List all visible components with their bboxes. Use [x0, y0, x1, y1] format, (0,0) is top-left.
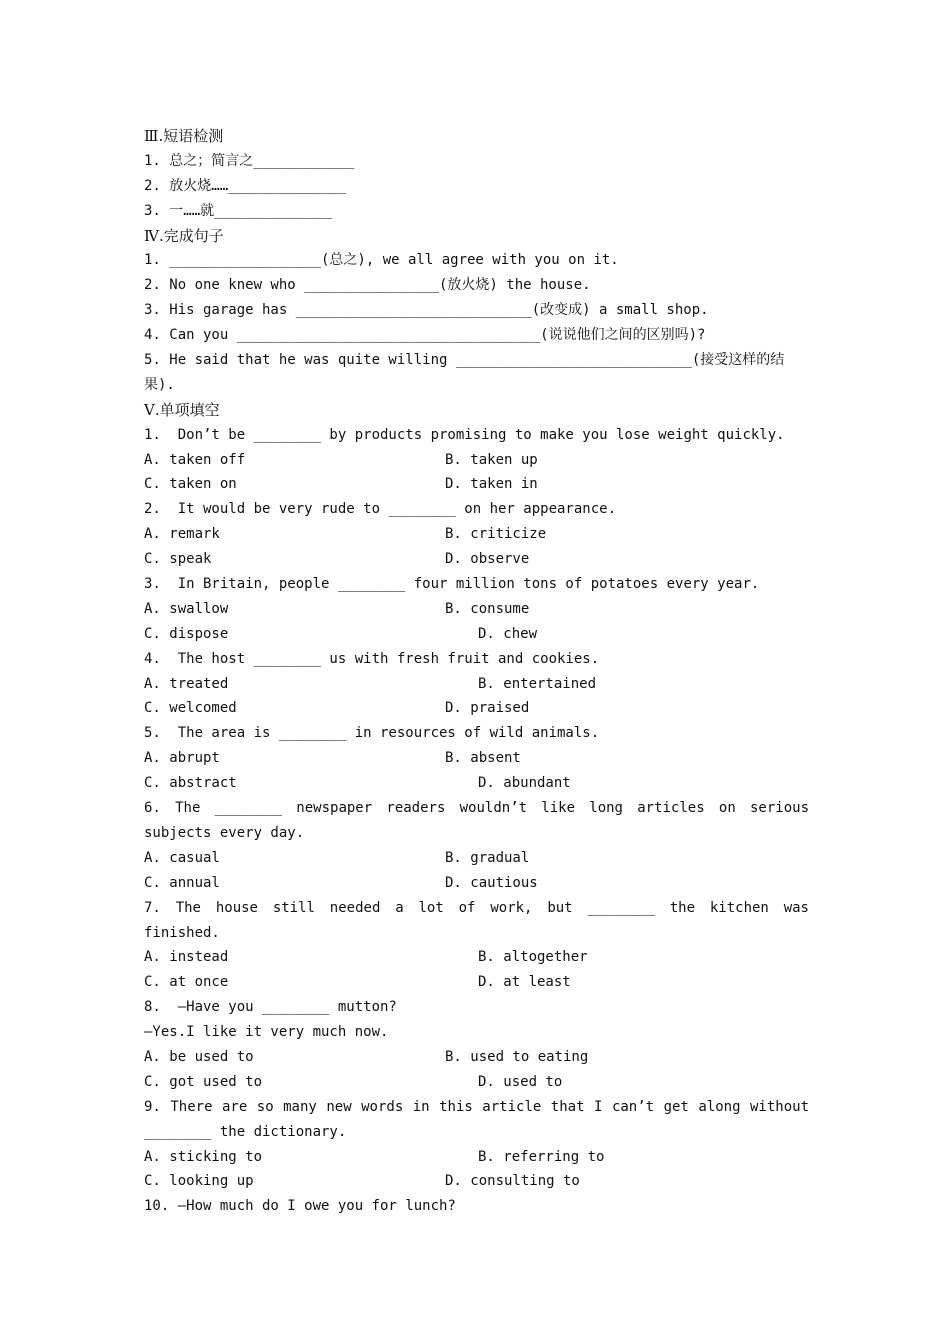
option-a: A. sticking to [144, 1148, 263, 1165]
question-2-stem: 2. It would be very rude to ________ on her appearance. [144, 501, 617, 518]
section4-title: Ⅳ.完成句子 [144, 226, 224, 245]
option-d: D. at least [478, 974, 571, 991]
question-1-stem: 1. Don’t be ________ by products promising to make you lose weight quickly. [144, 426, 785, 443]
question-1-options-ab [144, 448, 809, 473]
option-a: A. casual [144, 849, 220, 866]
question-8-stem-cont: —Yes.I like it very much now. [144, 1024, 389, 1041]
option-a: A. be used to [144, 1048, 254, 1065]
option-c: C. speak [144, 551, 212, 568]
option-d: D. chew [478, 625, 538, 642]
option-d: D. praised [445, 700, 530, 717]
option-c: C. annual [144, 874, 220, 891]
option-b: B. gradual [445, 849, 530, 866]
question-3-options-cd [144, 622, 809, 647]
question-4-options-ab [144, 672, 809, 697]
option-c: C. taken on [144, 476, 237, 493]
question-4-options-cd [144, 696, 809, 721]
question-6-options-ab [144, 846, 809, 871]
question-1-options-cd [144, 472, 809, 497]
question-7-options-cd [144, 970, 809, 995]
option-a: A. taken off [144, 451, 246, 468]
option-b: B. consume [445, 600, 530, 617]
option-b: B. altogether [478, 949, 588, 966]
question-2-options-ab [144, 522, 809, 547]
sentence-item-4: 4. Can you ____________________________________(说说他们之间的区别吗)? [144, 327, 706, 344]
option-a: A. remark [144, 526, 220, 543]
phrase-item-3: 3. 一……就______________ [144, 202, 333, 219]
section3-title: Ⅲ.短语检测 [144, 127, 224, 145]
option-a: A. swallow [144, 600, 229, 617]
option-c: C. looking up [144, 1173, 254, 1190]
question-9-options-ab [144, 1145, 809, 1170]
question-8-stem: 8. —Have you ________ mutton? [144, 999, 397, 1016]
option-b: B. absent [445, 750, 521, 767]
question-10-stem: 10. —How much do I owe you for lunch? [144, 1198, 456, 1215]
question-5-stem: 5. The area is ________ in resources of wild animals. [144, 725, 600, 742]
question-3-options-ab [144, 597, 809, 622]
phrase-item-1: 1. 总之；简言之____________ [144, 152, 355, 169]
sentence-item-5-cont: 果). [144, 376, 175, 393]
question-9-options-cd [144, 1169, 809, 1194]
phrase-item-2: 2. 放火烧……______________ [144, 177, 347, 194]
option-d: D. taken in [445, 476, 538, 493]
question-6-options-cd [144, 871, 809, 896]
option-b: B. used to eating [445, 1048, 589, 1065]
question-5-options-ab [144, 746, 809, 771]
question-4-stem: 4. The host ________ us with fresh fruit and cookies. [144, 650, 600, 667]
question-7-stem: 7. The house still needed a lot of work, but ________ the kitchen was [144, 899, 809, 916]
option-a: A. abrupt [144, 750, 220, 767]
option-d: D. used to [478, 1073, 563, 1090]
worksheet-page [144, 124, 809, 1219]
question-8-options-cd [144, 1070, 809, 1095]
option-d: D. abundant [478, 775, 571, 792]
section5-title: Ⅴ.单项填空 [144, 400, 220, 419]
question-6-stem: 6. The ________ newspaper readers wouldn’t like long articles on serious [144, 800, 809, 817]
question-8-options-ab [144, 1045, 809, 1070]
option-d: D. observe [445, 551, 530, 568]
option-b: B. taken up [445, 451, 538, 468]
option-d: D. consulting to [445, 1173, 580, 1190]
sentence-item-2: 2. No one knew who ________________(放火烧) the house. [144, 277, 591, 294]
question-7-stem-cont: finished. [144, 924, 220, 941]
option-c: C. got used to [144, 1073, 263, 1090]
question-9-stem: 9. There are so many new words in this article that I can’t get along without [144, 1098, 809, 1115]
question-6-stem-cont: subjects every day. [144, 824, 305, 841]
question-2-options-cd [144, 547, 809, 572]
option-c: C. abstract [144, 775, 237, 792]
option-c: C. welcomed [144, 700, 237, 717]
question-7-options-ab [144, 945, 809, 970]
question-5-options-cd [144, 771, 809, 796]
option-a: A. treated [144, 675, 229, 692]
option-a: A. instead [144, 949, 229, 966]
question-3-stem: 3. In Britain, people ________ four million tons of potatoes every year. [144, 576, 760, 593]
sentence-item-3: 3. His garage has ____________________________(改变成) a small shop. [144, 302, 709, 319]
option-b: B. entertained [478, 675, 597, 692]
option-c: C. dispose [144, 625, 229, 642]
sentence-item-5: 5. He said that he was quite willing ____________________________(接受这样的结 [144, 352, 785, 369]
sentence-item-1: 1. __________________(总之), we all agree with you on it. [144, 252, 619, 269]
question-9-stem-cont: ________ the dictionary. [144, 1123, 347, 1140]
option-b: B. criticize [445, 526, 547, 543]
option-c: C. at once [144, 974, 229, 991]
option-d: D. cautious [445, 874, 538, 891]
option-b: B. referring to [478, 1148, 605, 1165]
